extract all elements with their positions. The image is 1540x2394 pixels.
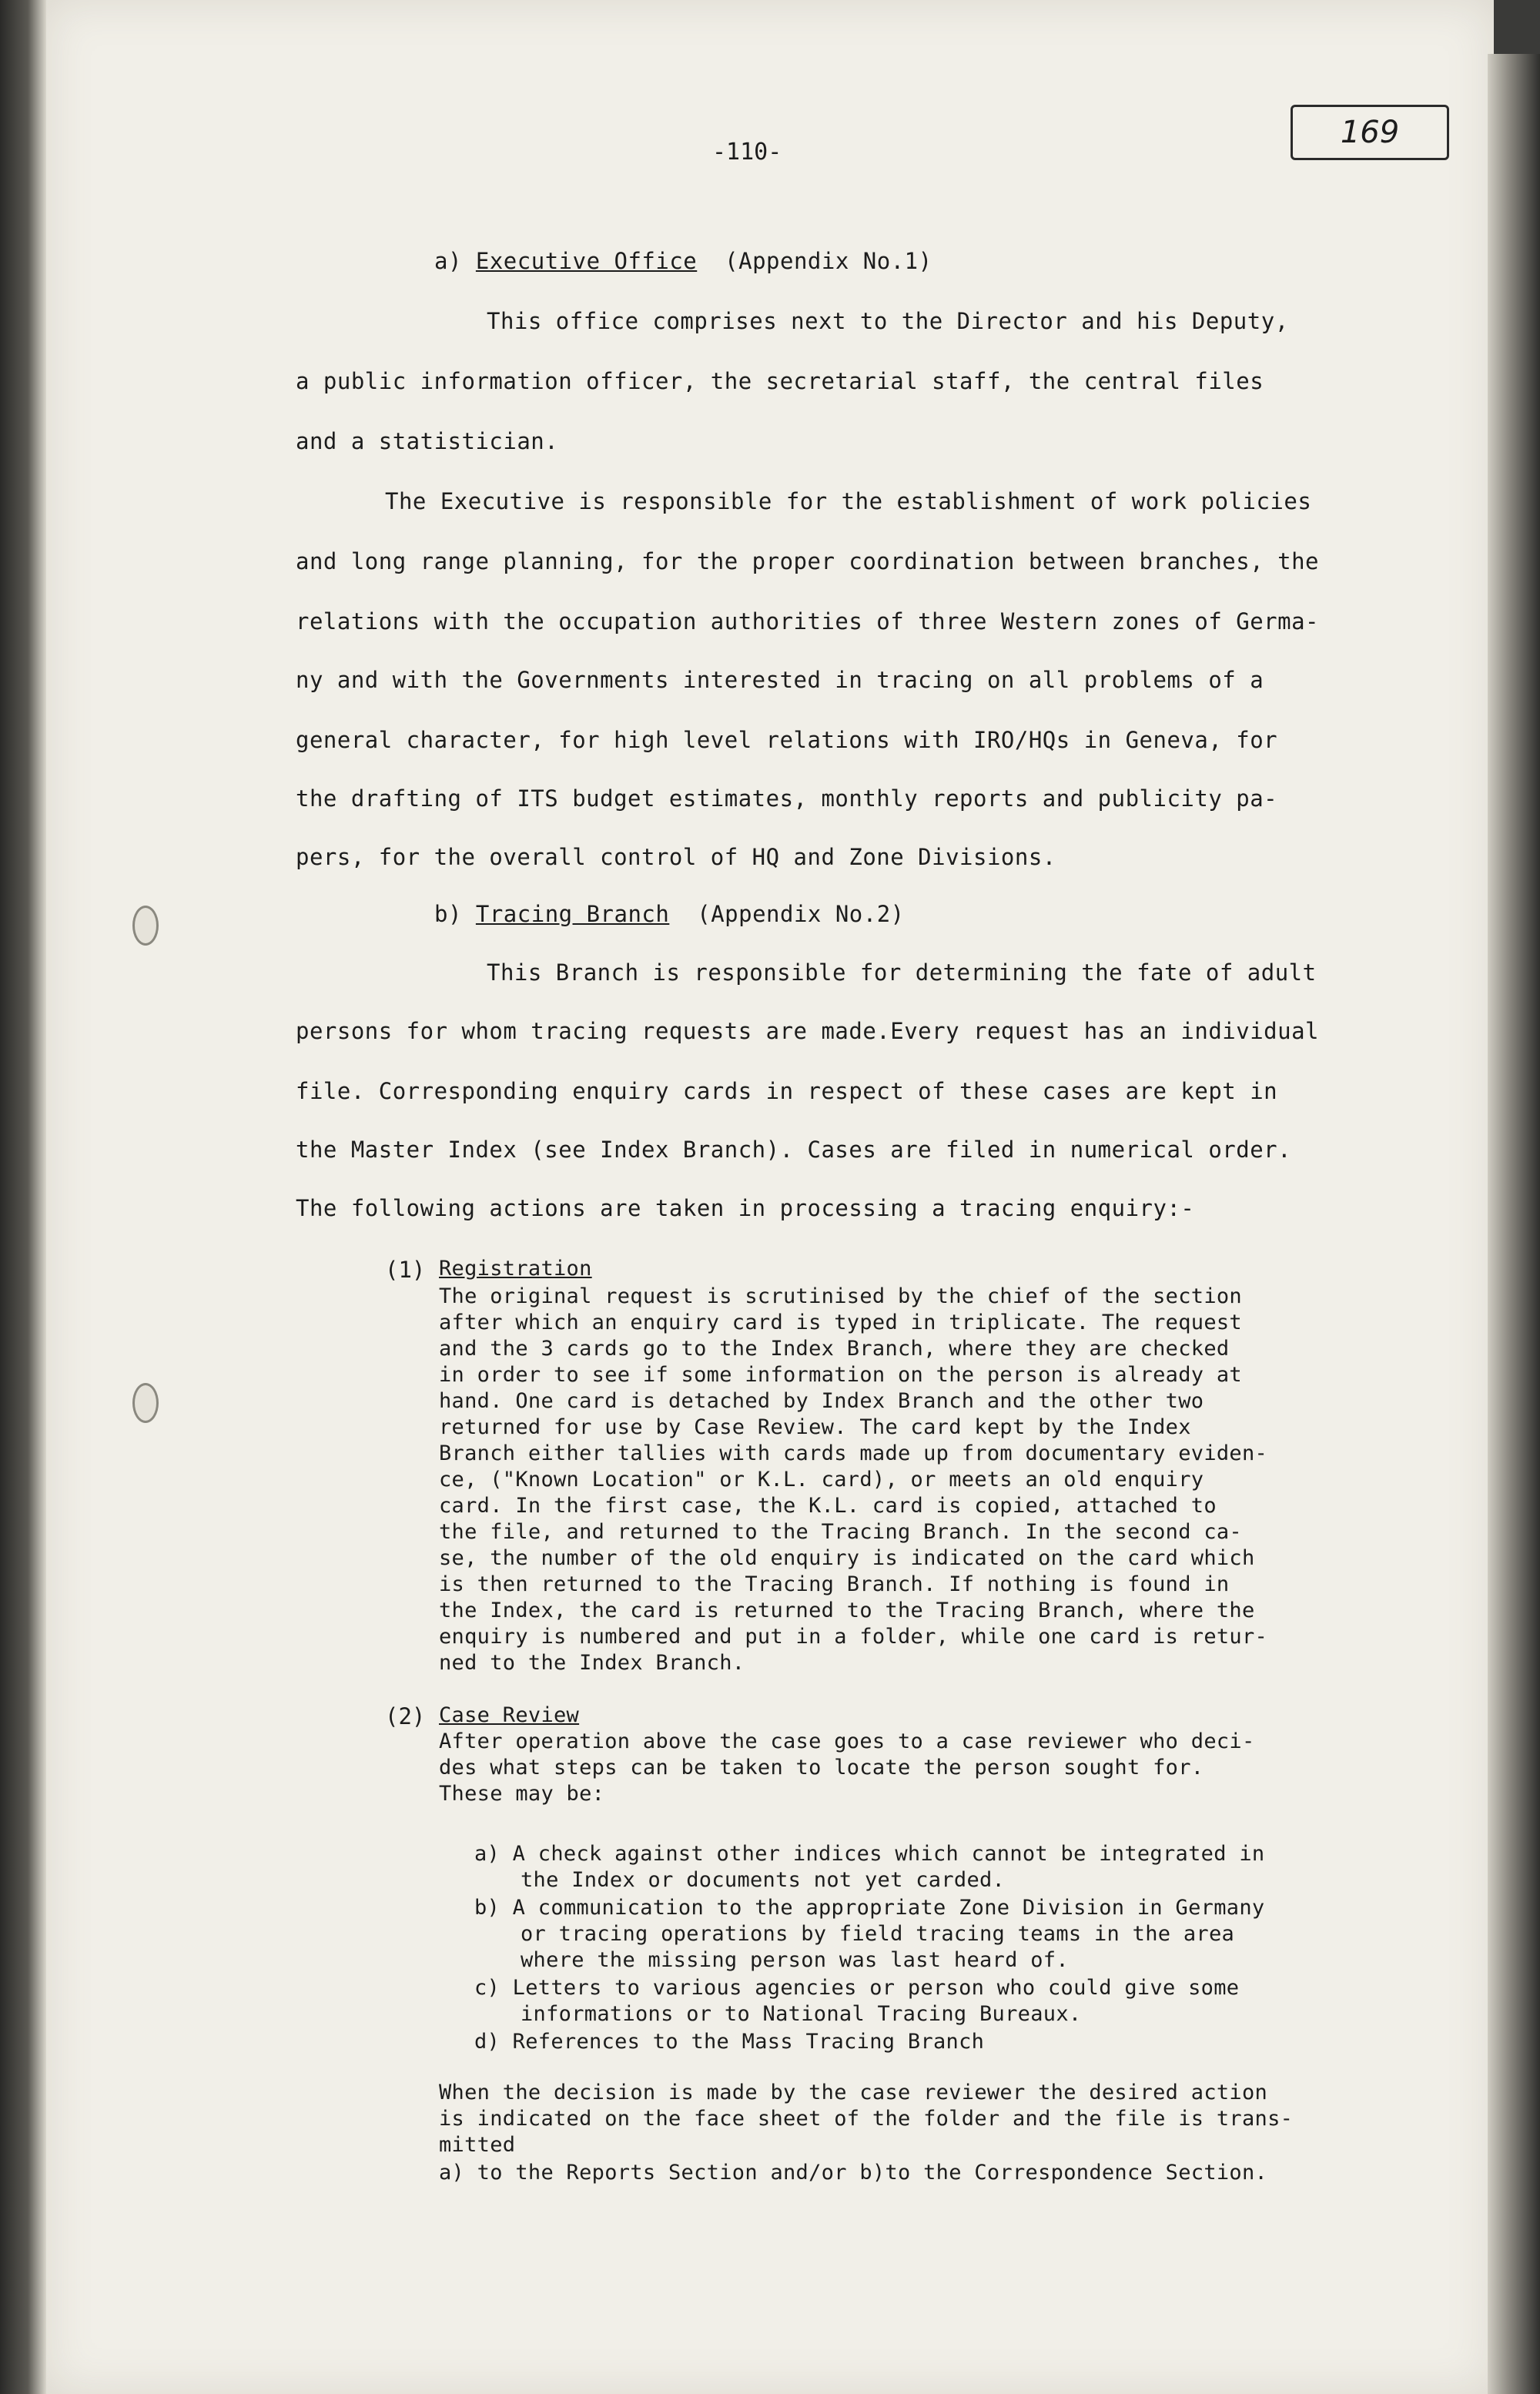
item-1-line: Branch either tallies with cards made up from documentary eviden- bbox=[439, 1441, 1268, 1465]
item-1-number: (1) bbox=[385, 1257, 426, 1283]
item-2-subitem: b) A communication to the appropriate Zone Division in Germany bbox=[474, 1896, 1265, 1920]
section-b-line: This Branch is responsible for determining the fate of adult bbox=[487, 959, 1317, 986]
section-a-line: This office comprises next to the Director and his Deputy, bbox=[487, 308, 1289, 334]
item-1-line: card. In the first case, the K.L. card is copied, attached to bbox=[439, 1494, 1217, 1518]
section-a-ref: (Appendix No.1) bbox=[725, 248, 932, 274]
section-b-line: persons for whom tracing requests are made.Every request has an individual bbox=[296, 1018, 1320, 1044]
item-2-subitem: the Index or documents not yet carded. bbox=[521, 1868, 1006, 1892]
section-b-letter: b) bbox=[434, 901, 462, 927]
page-stack-edge bbox=[1488, 54, 1540, 2394]
item-2-line: des what steps can be taken to locate the person sought for. bbox=[439, 1756, 1204, 1780]
section-a-line: and long range planning, for the proper coordination between branches, the bbox=[296, 548, 1320, 574]
item-1-line: ce, ("Known Location" or K.L. card), or meets an old enquiry bbox=[439, 1468, 1204, 1492]
item-2-number: (2) bbox=[385, 1703, 426, 1729]
item-2-closing-line: is indicated on the face sheet of the folder and the file is trans- bbox=[439, 2107, 1294, 2131]
section-a-line: ny and with the Governments interested in tracing on all problems of a bbox=[296, 667, 1264, 693]
item-2-subitem: informations or to National Tracing Bureaux. bbox=[521, 2002, 1082, 2026]
section-a-heading bbox=[434, 248, 932, 274]
item-1-line: the file, and returned to the Tracing Branch. In the second ca- bbox=[439, 1520, 1242, 1544]
item-1-line: is then returned to the Tracing Branch. If nothing is found in bbox=[439, 1572, 1230, 1596]
item-2-subitem: or tracing operations by field tracing teams in the area bbox=[521, 1922, 1235, 1946]
item-2-line: After operation above the case goes to a case reviewer who deci- bbox=[439, 1729, 1255, 1753]
item-1-line: The original request is scrutinised by the chief of the section bbox=[439, 1284, 1242, 1308]
section-a-title: Executive Office bbox=[475, 248, 698, 274]
item-2-closing-line: When the decision is made by the case reviewer the desired action bbox=[439, 2081, 1268, 2104]
section-b-line: the Master Index (see Index Branch). Cases are filed in numerical order. bbox=[296, 1137, 1292, 1163]
page-number: -110- bbox=[712, 139, 782, 166]
item-1-line: in order to see if some information on the person is already at bbox=[439, 1363, 1242, 1387]
item-1-line: after which an enquiry card is typed in triplicate. The request bbox=[439, 1311, 1242, 1334]
section-b-ref: (Appendix No.2) bbox=[697, 901, 905, 927]
section-a-line: The Executive is responsible for the establishment of work policies bbox=[385, 488, 1312, 514]
item-2-title: Case Review bbox=[439, 1703, 580, 1727]
section-b-line: The following actions are taken in processing a tracing enquiry:- bbox=[296, 1195, 1195, 1221]
item-1-line: hand. One card is detached by Index Branch and the other two bbox=[439, 1389, 1204, 1413]
item-1-line: se, the number of the old enquiry is indicated on the card which bbox=[439, 1546, 1255, 1570]
item-1-line: and the 3 cards go to the Index Branch, where they are checked bbox=[439, 1337, 1230, 1361]
section-a-line: and a statistician. bbox=[296, 428, 559, 454]
item-2-subitem: d) References to the Mass Tracing Branch bbox=[474, 2030, 985, 2054]
item-2-closing-line: a) to the Reports Section and/or b)to the Correspondence Section. bbox=[439, 2161, 1268, 2185]
binder-edge bbox=[0, 0, 46, 2394]
section-a-line: general character, for high level relations with IRO/HQs in Geneva, for bbox=[296, 727, 1278, 753]
section-b-title: Tracing Branch bbox=[475, 901, 670, 927]
item-1-line: ned to the Index Branch. bbox=[439, 1651, 745, 1675]
section-a-letter: a) bbox=[434, 248, 462, 274]
item-1-line: the Index, the card is returned to the Tracing Branch, where the bbox=[439, 1599, 1255, 1622]
section-b-heading bbox=[434, 901, 905, 927]
section-a-line: pers, for the overall control of HQ and Zone Divisions. bbox=[296, 844, 1056, 870]
item-2-subitem: where the missing person was last heard of. bbox=[521, 1948, 1069, 1972]
punch-hole bbox=[132, 1383, 159, 1423]
section-a-line: the drafting of ITS budget estimates, monthly reports and publicity pa- bbox=[296, 785, 1278, 812]
item-2-line: These may be: bbox=[439, 1782, 605, 1806]
item-1-title: Registration bbox=[439, 1257, 592, 1281]
section-a-line: relations with the occupation authorities of three Western zones of Germa- bbox=[296, 608, 1320, 634]
folio-number: 169 bbox=[1340, 115, 1400, 150]
folio-stamp bbox=[1291, 105, 1449, 160]
punch-hole bbox=[132, 906, 159, 946]
item-1-line: enquiry is numbered and put in a folder, while one card is retur- bbox=[439, 1625, 1268, 1649]
item-2-subitem: a) A check against other indices which cannot be integrated in bbox=[474, 1842, 1265, 1866]
item-2-closing-line: mitted bbox=[439, 2133, 516, 2157]
section-b-line: file. Corresponding enquiry cards in respect of these cases are kept in bbox=[296, 1078, 1278, 1104]
item-1-line: returned for use by Case Review. The card kept by the Index bbox=[439, 1415, 1191, 1439]
section-a-line: a public information officer, the secretarial staff, the central files bbox=[296, 368, 1264, 394]
item-2-subitem: c) Letters to various agencies or person who could give some bbox=[474, 1976, 1240, 2000]
